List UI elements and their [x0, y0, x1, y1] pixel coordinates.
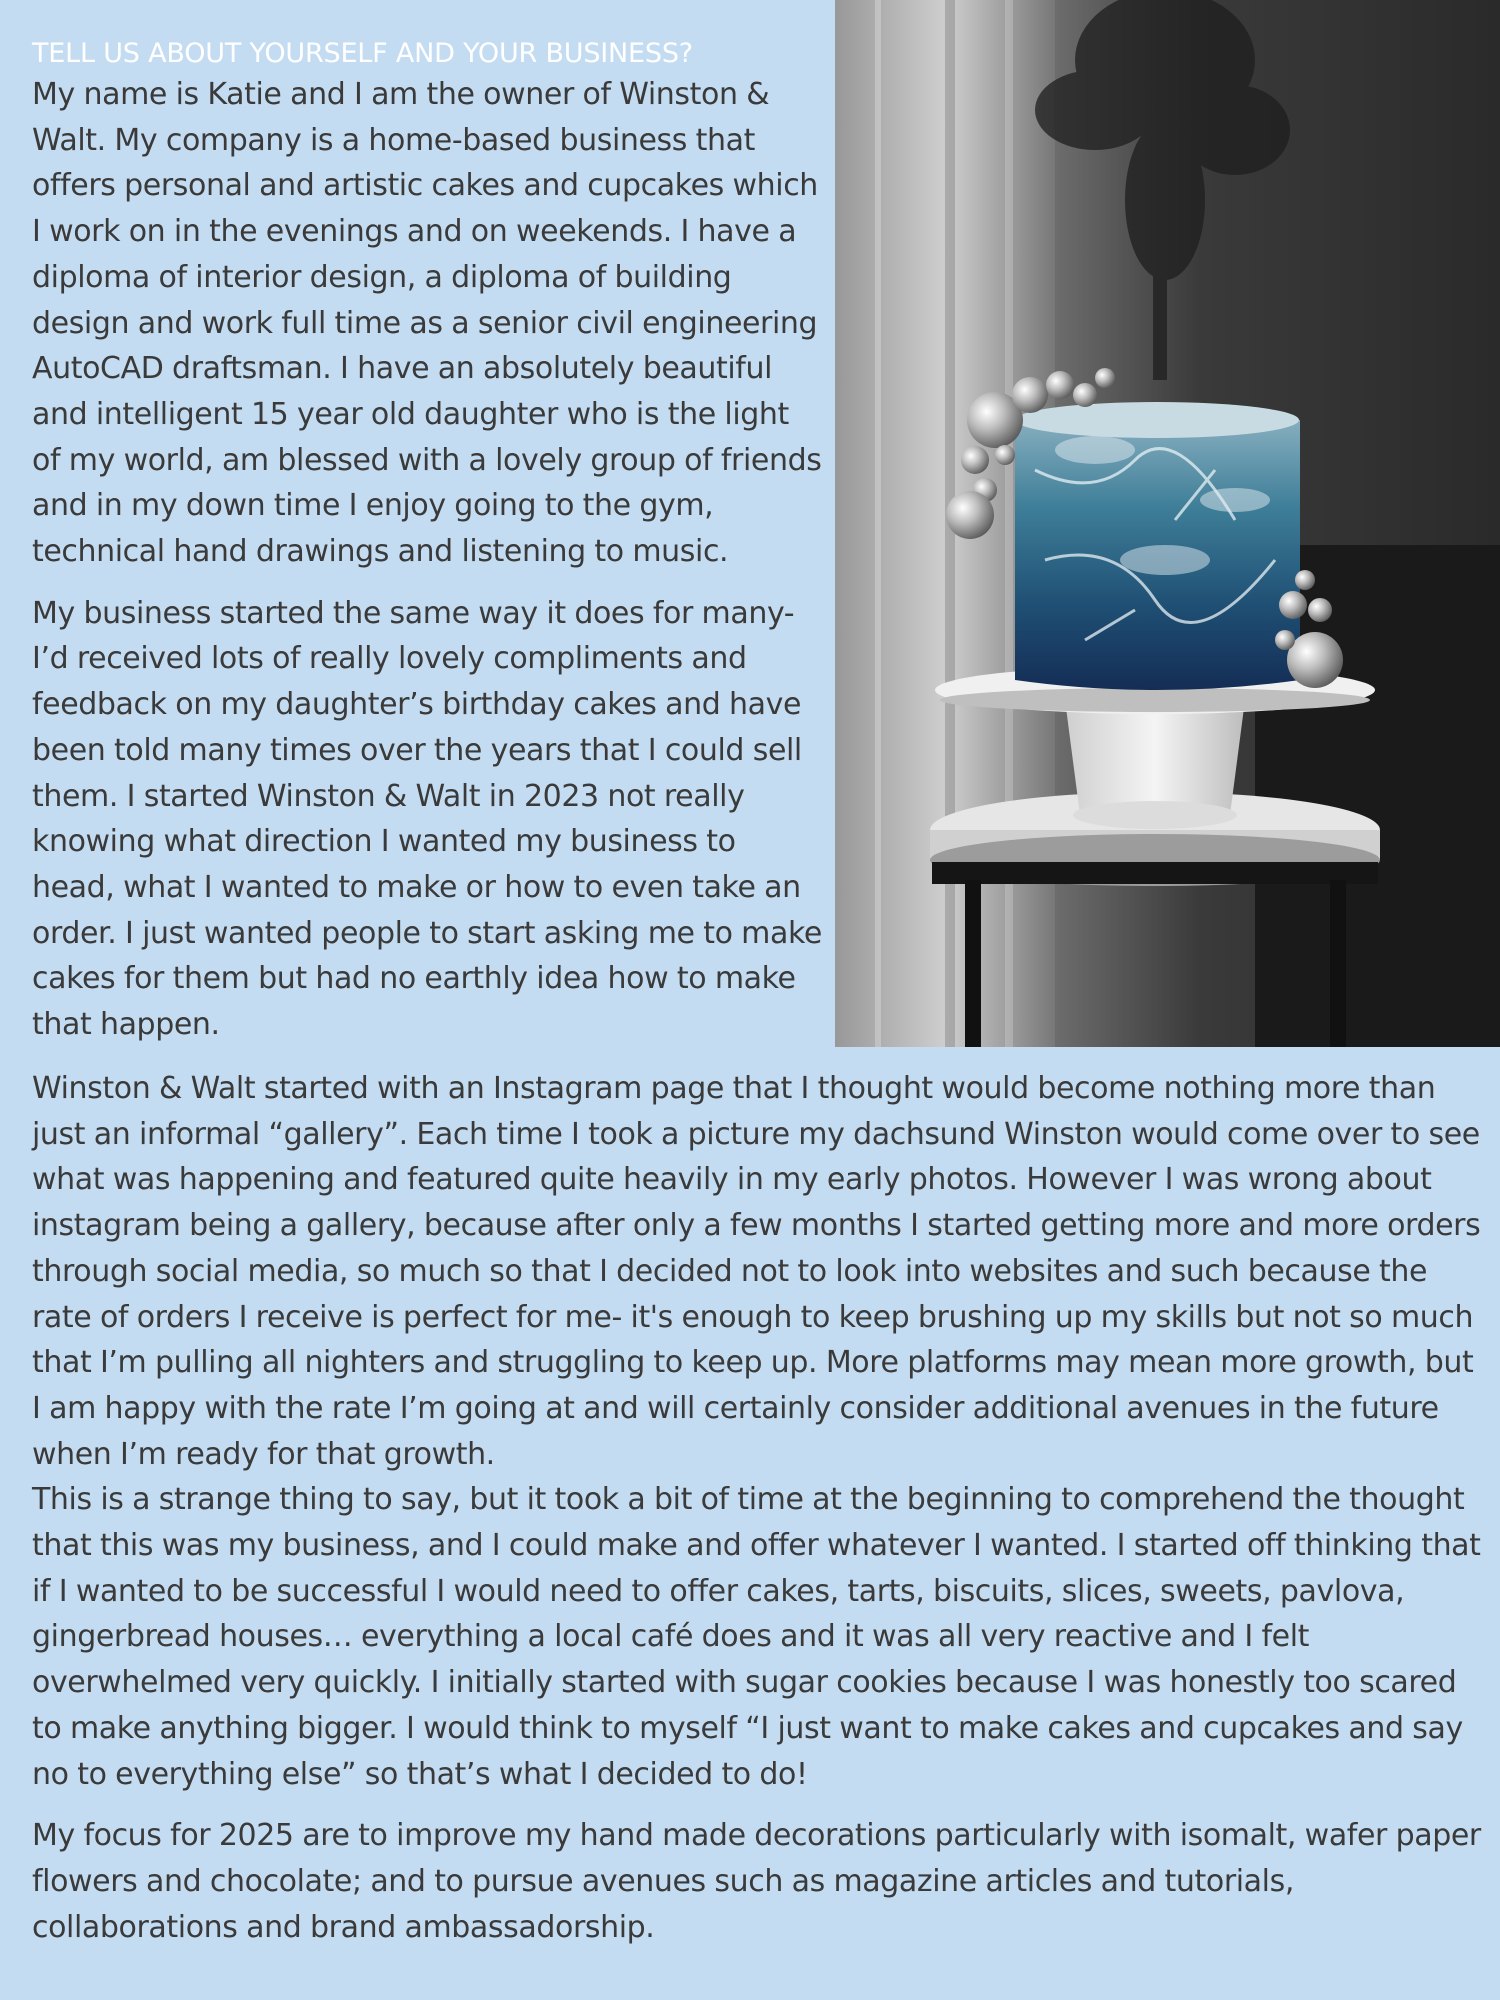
paragraph-intro: My name is Katie and I am the owner of Winston & Walt. My company is a home-based business that offers personal and artistic cakes and cupcakes which I work on in the evenings and on weekends. I have a diploma of interior design, a diploma of building design and work full time as a senior civil engineering AutoCAD draftsman. I have an absolutely beautiful and intelligent 15 year old daughter who is the light of my world, am blessed with a lovely group of friends and in my down time I enjoy going to the gym, technical hand drawings and listening to music.: [32, 77, 822, 570]
paragraph-2025-goals: My focus for 2025 are to improve my hand made decorations particularly with isomalt, wafer paper flowers and chocolate; and to pursue avenues such as magazine articles and tutorials, collaborations and brand ambassadorship.: [32, 1818, 1481, 1945]
paragraph-business-start: My business started the same way it does for many- I’d received lots of really lovely compliments and feedback on my daughter’s birthday cakes and have been told many times over the years that I could sell them. I started Winston & Walt in 2023 not really knowing what direction I wanted my business to head, what I wanted to make or how to even take an order. I just wanted people to start asking me to make cakes for them but had no earthly idea how to make that happen.: [32, 595, 822, 1043]
interview-question-heading: TELL US ABOUT YOURSELF AND YOUR BUSINESS?: [32, 38, 693, 69]
cake-photo: [835, 0, 1500, 1047]
left-column: [32, 36, 822, 1048]
paragraph-focus-cakes: This is a strange thing to say, but it took a bit of time at the beginning to comprehend the thought that this was my business, and I could make and offer whatever I wanted. I started off thinking that if I wanted to be successful I would need to offer cakes, tarts, biscuits, slices, sweets, pavlova, gingerbread houses… everything a local café does and it was all very reactive and I felt overwhelmed very quickly. I initially started with sugar cookies because I was honestly too scared to make anything bigger. I would think to myself “I just want to make cakes and cupcakes and say no to everything else” so that’s what I decided to do!: [32, 1482, 1481, 1792]
paragraph-instagram: Winston & Walt started with an Instagram page that I thought would become nothing more than just an informal “gallery”. Each time I took a picture my dachsund Winston would come over to see what was happening and featured quite heavily in my early photos. However I was wrong about instagram being a gallery, because after only a few months I started getting more and more orders through social media, so much so that I decided not to look into websites and such because the rate of orders I receive is perfect for me- it's enough to keep brushing up my skills but not so much that I’m pulling all nighters and struggling to keep up. More platforms may mean more growth, but I am happy with the rate I’m going at and will certainly consider additional avenues in the future when I’m ready for that growth.: [32, 1071, 1481, 1472]
full-width-column: [32, 1066, 1482, 1950]
